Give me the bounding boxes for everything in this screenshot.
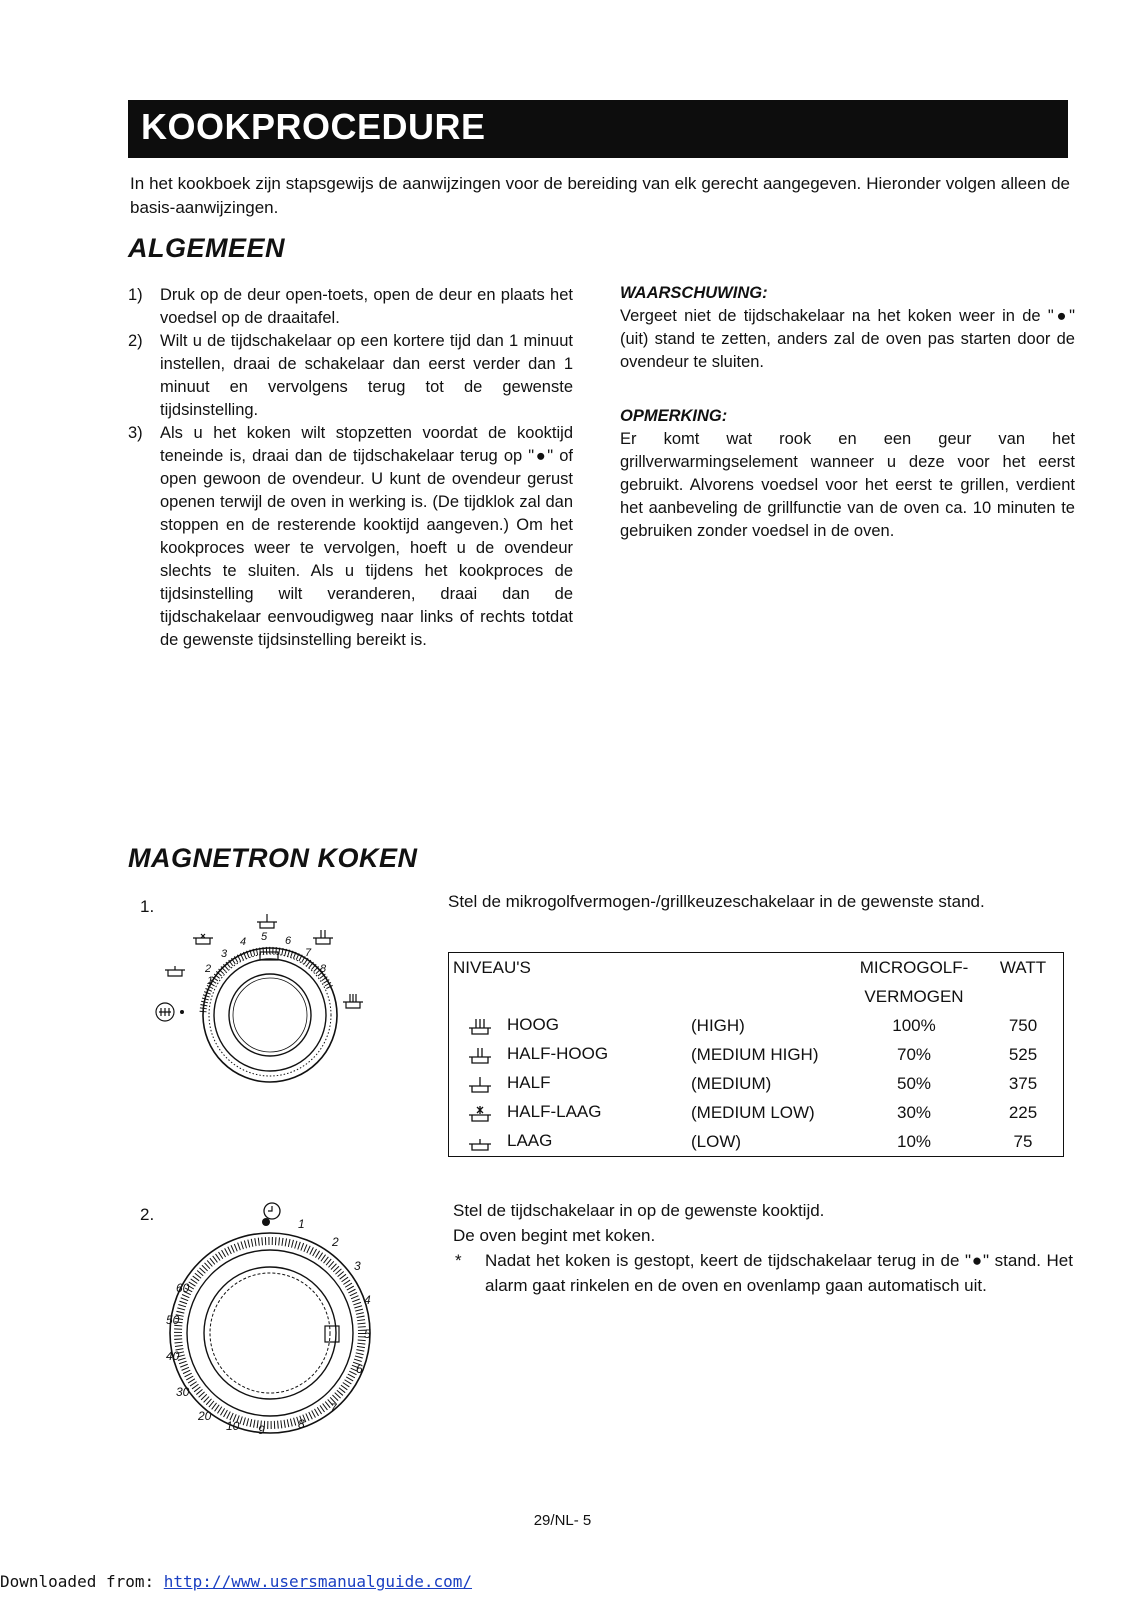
dial-number: 6 xyxy=(285,935,292,947)
page-title: KOOKPROCEDURE xyxy=(141,106,486,147)
timer-number: 2 xyxy=(332,1235,339,1249)
power-medium-low-icon xyxy=(193,934,213,944)
step2-line1: Stel de tijdschakelaar in op de gewenste kooktijd. xyxy=(453,1201,825,1220)
power-medium-high-icon xyxy=(467,1045,493,1065)
warning-heading: WAARSCHUWING: xyxy=(620,284,768,302)
remark-text: Er komt wat rook en een geur van het grillverwarmingselement wanneer u deze voor het eerst gebruikt. Alvorens voedsel voor het eerst te grillen, verdient het aanbeveling de grillfunctie van de oven ca. 10 minuten te gebruiken zonder voedsel in de oven. xyxy=(620,430,1075,540)
timer-number: 40 xyxy=(166,1349,180,1363)
timer-number: 9 xyxy=(258,1423,265,1437)
step1-text: Stel de mikrogolfvermogen-/grillkeuzeschakelaar in de gewenste stand. xyxy=(448,892,985,911)
power-medium-icon xyxy=(257,914,277,928)
dial-number: 7 xyxy=(305,947,312,959)
download-footer: Downloaded from: http://www.usersmanualguide.com/ xyxy=(0,1572,473,1591)
dial-number: 5 xyxy=(261,931,268,943)
grill-icon xyxy=(156,1003,174,1021)
table-row: LAAG (LOW) 10% 75 xyxy=(449,1127,1064,1157)
power-medium-low-icon xyxy=(467,1103,493,1123)
magnetron-heading: MAGNETRON KOKEN xyxy=(128,843,418,873)
timer-dial xyxy=(150,1198,390,1438)
dial-number: 3 xyxy=(221,948,228,960)
timer-number: 1 xyxy=(298,1217,305,1231)
title-bar xyxy=(128,100,1068,158)
step2-number: 2. xyxy=(140,1205,155,1224)
timer-number: 8 xyxy=(298,1417,305,1431)
table-row: HOOG (HIGH) 100% 750 xyxy=(449,1011,1064,1040)
dial-number: 8 xyxy=(320,963,327,975)
timer-number: 3 xyxy=(354,1259,361,1273)
warning-block xyxy=(620,282,1075,374)
algemeen-heading: ALGEMEEN xyxy=(128,233,286,263)
step1-number: 1. xyxy=(140,897,155,916)
timer-number: 10 xyxy=(226,1419,240,1433)
remark-heading: OPMERKING: xyxy=(620,407,728,425)
timer-number: 6 xyxy=(356,1362,363,1376)
power-medium-icon xyxy=(467,1074,493,1094)
timer-outer-ring xyxy=(170,1233,370,1433)
header-microgolf: MICROGOLF- xyxy=(859,957,969,977)
dial-knurl xyxy=(209,954,331,1076)
algemeen-steps xyxy=(128,284,573,652)
timer-number: 20 xyxy=(198,1409,212,1423)
footer-link[interactable]: http://www.usersmanualguide.com/ xyxy=(163,1572,473,1591)
page-number: 29/NL- 5 xyxy=(533,1512,592,1529)
dial-knob xyxy=(229,974,311,1056)
timer-number: 5 xyxy=(364,1327,371,1341)
dial-number: 1 xyxy=(207,975,214,987)
timer-number: 60 xyxy=(176,1281,190,1295)
timer-number: 50 xyxy=(166,1313,180,1327)
table-header-row xyxy=(449,953,1064,983)
header-watt: WATT xyxy=(999,957,1047,977)
warning-text: Vergeet niet de tijdschakelaar na het koken weer in de "●" (uit) stand te zetten, anders zal de oven pas starten door de ovendeur te sluiten. xyxy=(620,307,1075,371)
off-dot xyxy=(262,1218,270,1226)
power-low-icon xyxy=(467,1132,493,1152)
table-row: HALF (MEDIUM) 50% 375 xyxy=(449,1069,1064,1098)
header-niveau: NIVEAU'S xyxy=(453,957,531,977)
power-low-icon xyxy=(165,966,185,976)
table-row: HALF-LAAG (MEDIUM LOW) 30% 225 xyxy=(449,1098,1064,1127)
power-high-icon xyxy=(343,994,363,1008)
step-item: 3) Als u het koken wilt stopzetten voordat de kooktijd teneinde is, draai dan de tijdschakelaar terug op "●" of open gewoon de ovendeur. U kunt de ovendeur gerust openen terwijl de oven in werking is. (De tijdklok zal dan stoppen en de resterende kooktijd aangeven.) Om het kookproces weer te vervolgen, hoeft u de ovendeur slechts te sluiten. Als u tijdens het kookproces de tijdsinstelling wilt veranderen, draai dan de tijdschakelaar eenvoudigweg naar links of rechts totdat de gewenste tijdsinstelling bereikt is. xyxy=(128,424,573,649)
step-item: 1) Druk op de deur open-toets, open de deur en plaats het voedsel op de draaitafel. xyxy=(128,286,573,327)
step2-line2: De oven begint met koken. xyxy=(453,1226,656,1245)
dial-number: 4 xyxy=(240,936,247,948)
levels-table xyxy=(448,952,1064,1157)
intro-text: In het kookboek zijn stapsgewijs de aanwijzingen voor de bereiding van elk gerecht aangegeven. Hieronder volgen alleen de basis-aanwijzingen. xyxy=(130,174,1070,217)
power-high-icon xyxy=(467,1016,493,1036)
timer-knob xyxy=(204,1267,336,1399)
timer-number: 30 xyxy=(176,1385,190,1399)
power-medium-high-icon xyxy=(313,930,333,944)
dial-number: 2 xyxy=(205,963,212,975)
step2-note: * Nadat het koken is gestopt, keert de tijdschakelaar terug in de "●" stand. Het alarm gaat rinkelen en de oven en ovenlamp gaan automatisch uit. xyxy=(455,1251,1073,1295)
timer-number: 4 xyxy=(364,1293,371,1307)
remark-block xyxy=(620,405,1075,543)
table-header-row-2 xyxy=(449,982,1064,1011)
timer-scale xyxy=(178,1241,362,1425)
step2-block xyxy=(453,1198,1073,1298)
table-row: HALF-HOOG (MEDIUM HIGH) 70% 525 xyxy=(449,1040,1064,1069)
header-vermogen: VERMOGEN xyxy=(864,986,964,1006)
step-item: 2) Wilt u de tijdschakelaar op een kortere tijd dan 1 minuut instellen, draai de schakelaar dan eerst verder dan 1 minuut en vervolgens terug tot de gewenste tijdsinstelling. xyxy=(128,332,573,419)
power-dial xyxy=(145,900,385,1100)
timer-number: 7 xyxy=(330,1401,337,1415)
